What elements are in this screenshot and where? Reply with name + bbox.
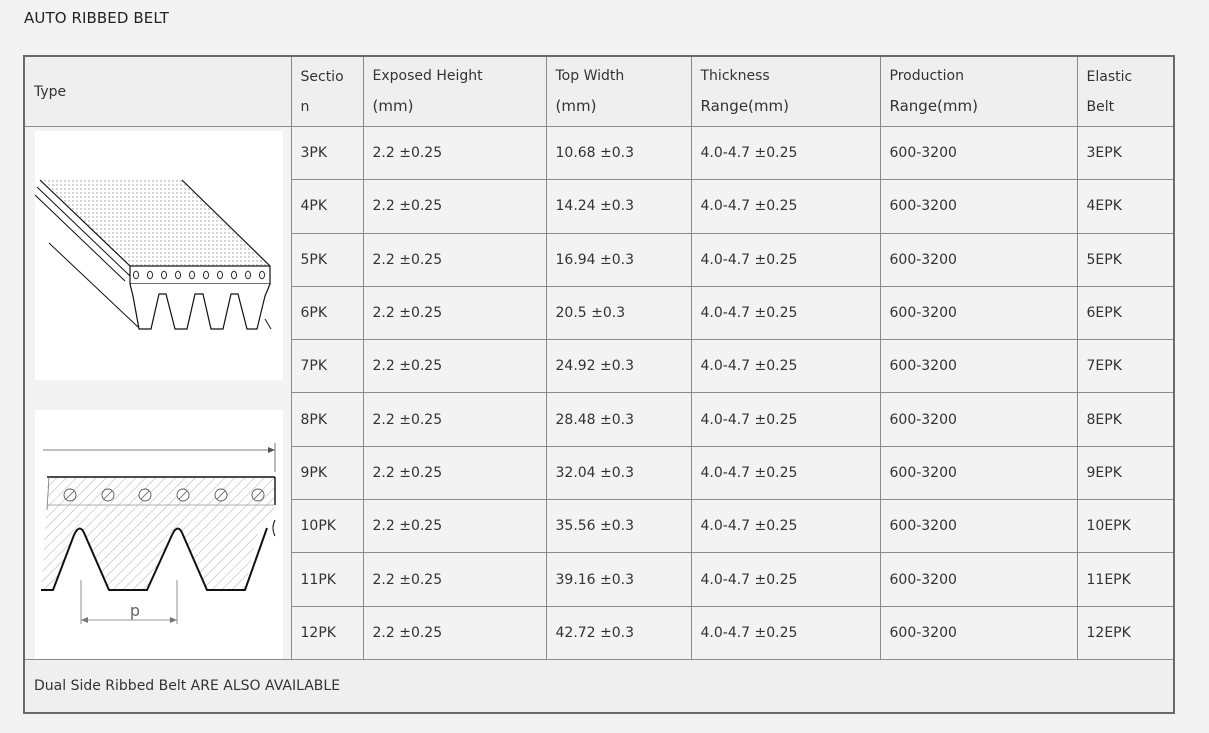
cell-production: 600-3200 <box>880 127 1077 180</box>
cell-production: 600-3200 <box>880 286 1077 339</box>
cell-thickness: 4.0-4.7 ±0.25 <box>691 553 880 606</box>
pitch-label: p <box>129 601 141 620</box>
cell-production: 600-3200 <box>880 393 1077 446</box>
cell-production: 600-3200 <box>880 340 1077 393</box>
cell-top-width: 32.04 ±0.3 <box>546 446 691 499</box>
cell-production: 600-3200 <box>880 233 1077 286</box>
page-title: AUTO RIBBED BELT <box>24 9 170 27</box>
cell-exposed-height: 2.2 ±0.25 <box>363 553 546 606</box>
cell-exposed-height: 2.2 ±0.25 <box>363 286 546 339</box>
cell-top-width: 39.16 ±0.3 <box>546 553 691 606</box>
cell-section: 11PK <box>291 553 363 606</box>
cell-elastic: 9EPK <box>1077 446 1174 499</box>
cell-top-width: 42.72 ±0.3 <box>546 606 691 659</box>
cell-thickness: 4.0-4.7 ±0.25 <box>691 340 880 393</box>
cell-top-width: 35.56 ±0.3 <box>546 500 691 553</box>
cell-elastic: 5EPK <box>1077 233 1174 286</box>
cell-thickness: 4.0-4.7 ±0.25 <box>691 233 880 286</box>
footer-row <box>24 660 1174 714</box>
cell-elastic: 10EPK <box>1077 500 1174 553</box>
footer-note: Dual Side Ribbed Belt ARE ALSO AVAILABLE <box>24 660 1174 714</box>
cell-top-width: 10.68 ±0.3 <box>546 127 691 180</box>
header-top-width: Top Width (mm) <box>546 56 691 127</box>
header-production: Production Range(mm) <box>880 56 1077 127</box>
cell-section: 7PK <box>291 340 363 393</box>
cell-elastic: 4EPK <box>1077 180 1174 233</box>
header-section: Sectio n <box>291 56 363 127</box>
cell-production: 600-3200 <box>880 500 1077 553</box>
cell-production: 600-3200 <box>880 446 1077 499</box>
cell-thickness: 4.0-4.7 ±0.25 <box>691 500 880 553</box>
ribbed-belt-cross-section-icon <box>35 410 283 659</box>
cell-top-width: 20.5 ±0.3 <box>546 286 691 339</box>
header-elastic: Elastic Belt <box>1077 56 1174 127</box>
cell-top-width: 28.48 ±0.3 <box>546 393 691 446</box>
cell-exposed-height: 2.2 ±0.25 <box>363 127 546 180</box>
header-type: Type <box>24 56 291 127</box>
cell-section: 5PK <box>291 233 363 286</box>
type-images-cell <box>24 127 291 660</box>
spec-table <box>23 55 1175 714</box>
cell-exposed-height: 2.2 ±0.25 <box>363 233 546 286</box>
cell-exposed-height: 2.2 ±0.25 <box>363 393 546 446</box>
cell-elastic: 11EPK <box>1077 553 1174 606</box>
header-thickness: Thickness Range(mm) <box>691 56 880 127</box>
header-exposed-height: Exposed Height (mm) <box>363 56 546 127</box>
cell-section: 9PK <box>291 446 363 499</box>
cell-section: 8PK <box>291 393 363 446</box>
table-row <box>24 127 1174 180</box>
cell-section: 12PK <box>291 606 363 659</box>
cell-production: 600-3200 <box>880 180 1077 233</box>
cell-exposed-height: 2.2 ±0.25 <box>363 446 546 499</box>
cell-section: 4PK <box>291 180 363 233</box>
cell-thickness: 4.0-4.7 ±0.25 <box>691 446 880 499</box>
ribbed-belt-isometric-icon <box>35 131 283 380</box>
cell-exposed-height: 2.2 ±0.25 <box>363 606 546 659</box>
cell-section: 10PK <box>291 500 363 553</box>
cell-production: 600-3200 <box>880 553 1077 606</box>
cell-exposed-height: 2.2 ±0.25 <box>363 180 546 233</box>
cell-elastic: 12EPK <box>1077 606 1174 659</box>
cell-elastic: 8EPK <box>1077 393 1174 446</box>
cell-elastic: 3EPK <box>1077 127 1174 180</box>
header-row <box>24 56 1174 127</box>
cell-thickness: 4.0-4.7 ±0.25 <box>691 286 880 339</box>
cell-thickness: 4.0-4.7 ±0.25 <box>691 127 880 180</box>
cell-elastic: 6EPK <box>1077 286 1174 339</box>
cell-thickness: 4.0-4.7 ±0.25 <box>691 393 880 446</box>
cell-section: 3PK <box>291 127 363 180</box>
cell-thickness: 4.0-4.7 ±0.25 <box>691 180 880 233</box>
cell-top-width: 14.24 ±0.3 <box>546 180 691 233</box>
cell-top-width: 16.94 ±0.3 <box>546 233 691 286</box>
cell-thickness: 4.0-4.7 ±0.25 <box>691 606 880 659</box>
cell-production: 600-3200 <box>880 606 1077 659</box>
cell-section: 6PK <box>291 286 363 339</box>
cell-exposed-height: 2.2 ±0.25 <box>363 340 546 393</box>
cell-elastic: 7EPK <box>1077 340 1174 393</box>
cell-exposed-height: 2.2 ±0.25 <box>363 500 546 553</box>
cell-top-width: 24.92 ±0.3 <box>546 340 691 393</box>
